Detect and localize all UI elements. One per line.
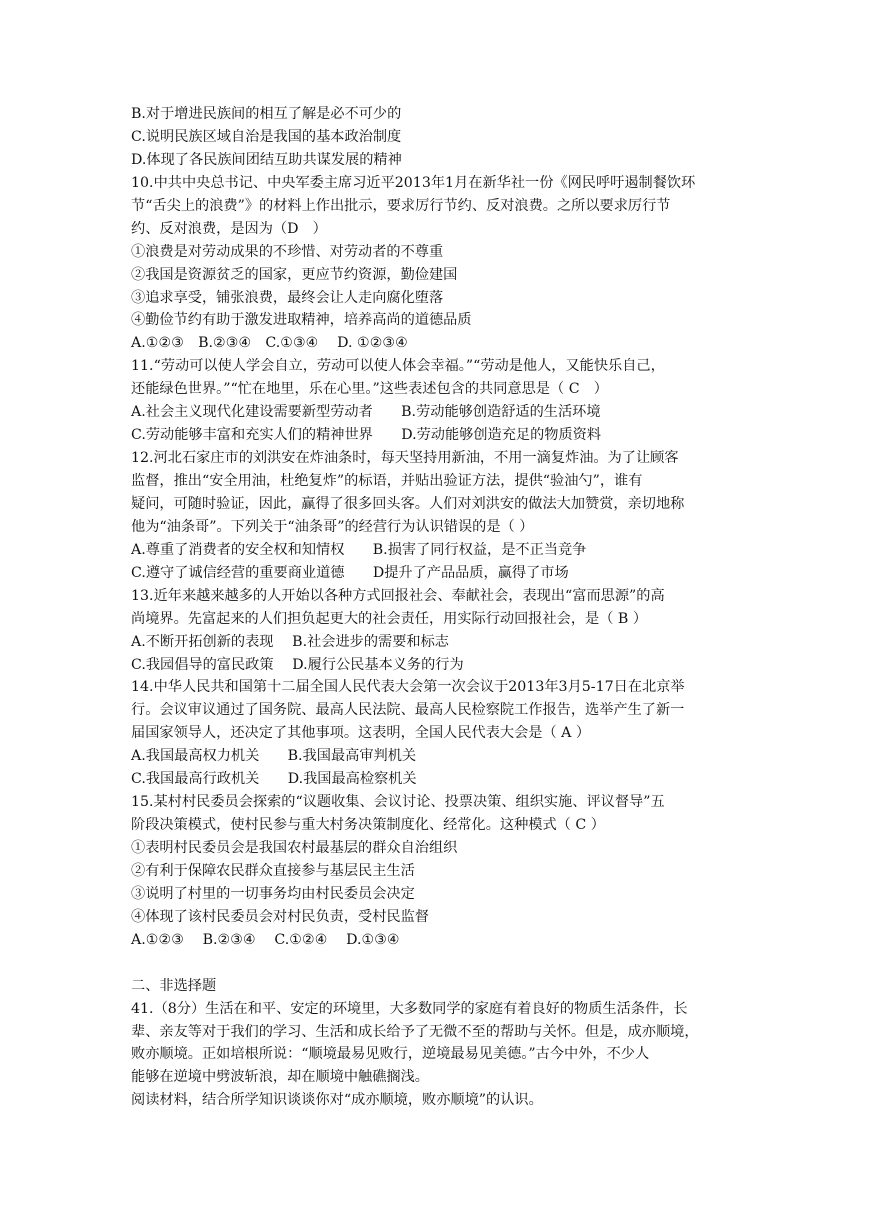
statement-item: ①浪费是对劳动成果的不珍惜、对劳动者的不尊重 (131, 243, 444, 260)
question-12 (131, 447, 731, 585)
exam-page (131, 103, 731, 1112)
statement-item: ③追求享受，铺张浪费，最终会让人走向腐化堕落 (131, 289, 444, 306)
question-stem-line: 尚境界。先富起来的人们担负起更大的社会责任，用实际行动回报社会，是（ B ） (131, 610, 648, 627)
question-stem-line: 10.中共中央总书记、中央军委主席习近平2013年1月在新华社一份《网民呼吁遏制餐饮环 (131, 174, 696, 191)
question-stem-line: 辈、亲友等对于我们的学习、生活和成长给予了无微不至的帮助与关怀。但是，成亦顺境， (131, 1023, 699, 1040)
statement-item: ②有利于保障农民群众直接参与基层民主生活 (131, 862, 415, 879)
section-heading: 二、非选择题 (131, 977, 217, 994)
question-13 (131, 585, 731, 677)
answer-choices: A.不断开拓创新的表现 B.社会进步的需要和标志 (131, 633, 449, 650)
answer-choices: C.劳动能够丰富和充实人们的精神世界 D.劳动能够创造充足的物质资料 (131, 427, 602, 444)
question-stem-line: 13.近年来越来越多的人开始以各种方式回报社会、奉献社会，表现出“富而思源”的高 (131, 587, 665, 604)
question-stem-line: 41.（8分）生活在和平、安定的环境里，大多数同学的家庭有着良好的物质生活条件，长 (131, 1000, 688, 1017)
statement-item: ①表明村民委员会是我国农村最基层的群众自治组织 (131, 840, 458, 856)
question-stem-line: 14.中华人民共和国第十二届全国人民代表大会第一次会议于2013年3月5-17日在北京举 (131, 679, 685, 696)
question-stem-line: 还能绿色世界。”“忙在地里，乐在心里。”这些表述包含的共同意思是（ C ） (131, 381, 608, 398)
question-stem-line: 届国家领导人，还决定了其他事项。这表明，全国人民代表大会是（ A ） (131, 725, 591, 742)
question-stem-line: 行。会议审议通过了国务院、最高人民法院、最高人民检察院工作报告，选举产生了新一 (131, 702, 685, 719)
statement-item: ②我国是资源贫乏的国家，更应节约资源，勤俭建国 (131, 266, 458, 283)
statement-item: ④勤俭节约有助于激发进取精神，培养高尚的道德品质 (131, 312, 472, 329)
question-15 (131, 791, 731, 952)
question-stem-line: 监督，推出“安全用油，杜绝复炸”的标语，并贴出验证方法，提供“验油勺”，谁有 (131, 473, 643, 489)
statement-item: ④体现了该村民委员会对村民负责，受村民监督 (131, 908, 429, 925)
question-stem-line: 他为“油条哥”。下列关于“油条哥”的经营行为认识错误的是（ ） (131, 518, 534, 535)
question-14 (131, 676, 731, 791)
question-stem-line: 约、反对浪费，是因为（D ） (131, 220, 327, 237)
answer-choices: C.遵守了诚信经营的重要商业道德 D提升了产品品质，赢得了市场 (131, 564, 569, 581)
statement-item: ③说明了村里的一切事务均由村民委员会决定 (131, 885, 415, 902)
question-stem-line: 15.某村村民委员会探索的“议题收集、会议讨论、投票决策、组织实施、评议督导”五 (131, 794, 665, 811)
answer-choices: A.社会主义现代化建设需要新型劳动者 B.劳动能够创造舒适的生活环境 (131, 404, 601, 421)
spacer (131, 952, 731, 975)
section-non-choice (131, 975, 731, 1113)
question-prompt: 阅读材料，结合所学知识谈谈你对“成亦顺境，败亦顺境”的认识。 (131, 1092, 543, 1109)
answer-choices: A.①②③ B.②③④ C.①③④ D. ①②③④ (131, 335, 408, 352)
question-stem-line: 败亦顺境。正如培根所说：“顺境最易见败行，逆境最易见美德。”古今中外，不少人 (131, 1046, 650, 1063)
option-c: C.说明民族区域自治是我国的基本政治制度 (131, 128, 402, 145)
option-b: B.对于增进民族间的相互了解是必不可少的 (131, 106, 402, 122)
question-9-options (131, 103, 731, 172)
question-stem-line: 11.“劳动可以使人学会自立，劳动可以使人体会幸福。”“劳动是他人，又能快乐自己， (131, 358, 665, 375)
option-d: D.体现了各民族间团结互助共谋发展的精神 (131, 151, 402, 168)
question-stem-line: 能够在逆境中劈波斩浪，却在顺境中触礁搁浅。 (131, 1069, 429, 1086)
answer-choices: A.尊重了消费者的安全权和知情权 B.损害了同行权益，是不正当竞争 (131, 541, 587, 558)
question-stem-line: 疑问，可随时验证，因此，赢得了很多回头客。人们对刘洪安的做法大加赞赏，亲切地称 (131, 495, 685, 512)
question-stem-line: 阶段决策模式，使村民参与重大村务决策制度化、经常化。这种模式（ C ） (131, 817, 605, 834)
answer-choices: C.我园倡导的富民政策 D.履行公民基本义务的行为 (131, 656, 464, 673)
answer-choices: A.①②③ B.②③④ C.①②④ D.①③④ (131, 931, 400, 948)
question-stem-line: 12.河北石家庄市的刘洪安在炸油条时，每天坚持用新油，不用一滴复炸油。为了让顾客 (131, 450, 679, 467)
question-10 (131, 172, 731, 356)
answer-choices: C.我国最高行政机关 D.我国最高检察机关 (131, 771, 417, 788)
question-stem-line: 节“舌尖上的浪费”》的材料上作出批示，要求厉行节约、反对浪费。之所以要求厉行节 (131, 197, 671, 214)
question-11 (131, 355, 731, 447)
answer-choices: A.我国最高权力机关 B.我国最高审判机关 (131, 748, 417, 765)
